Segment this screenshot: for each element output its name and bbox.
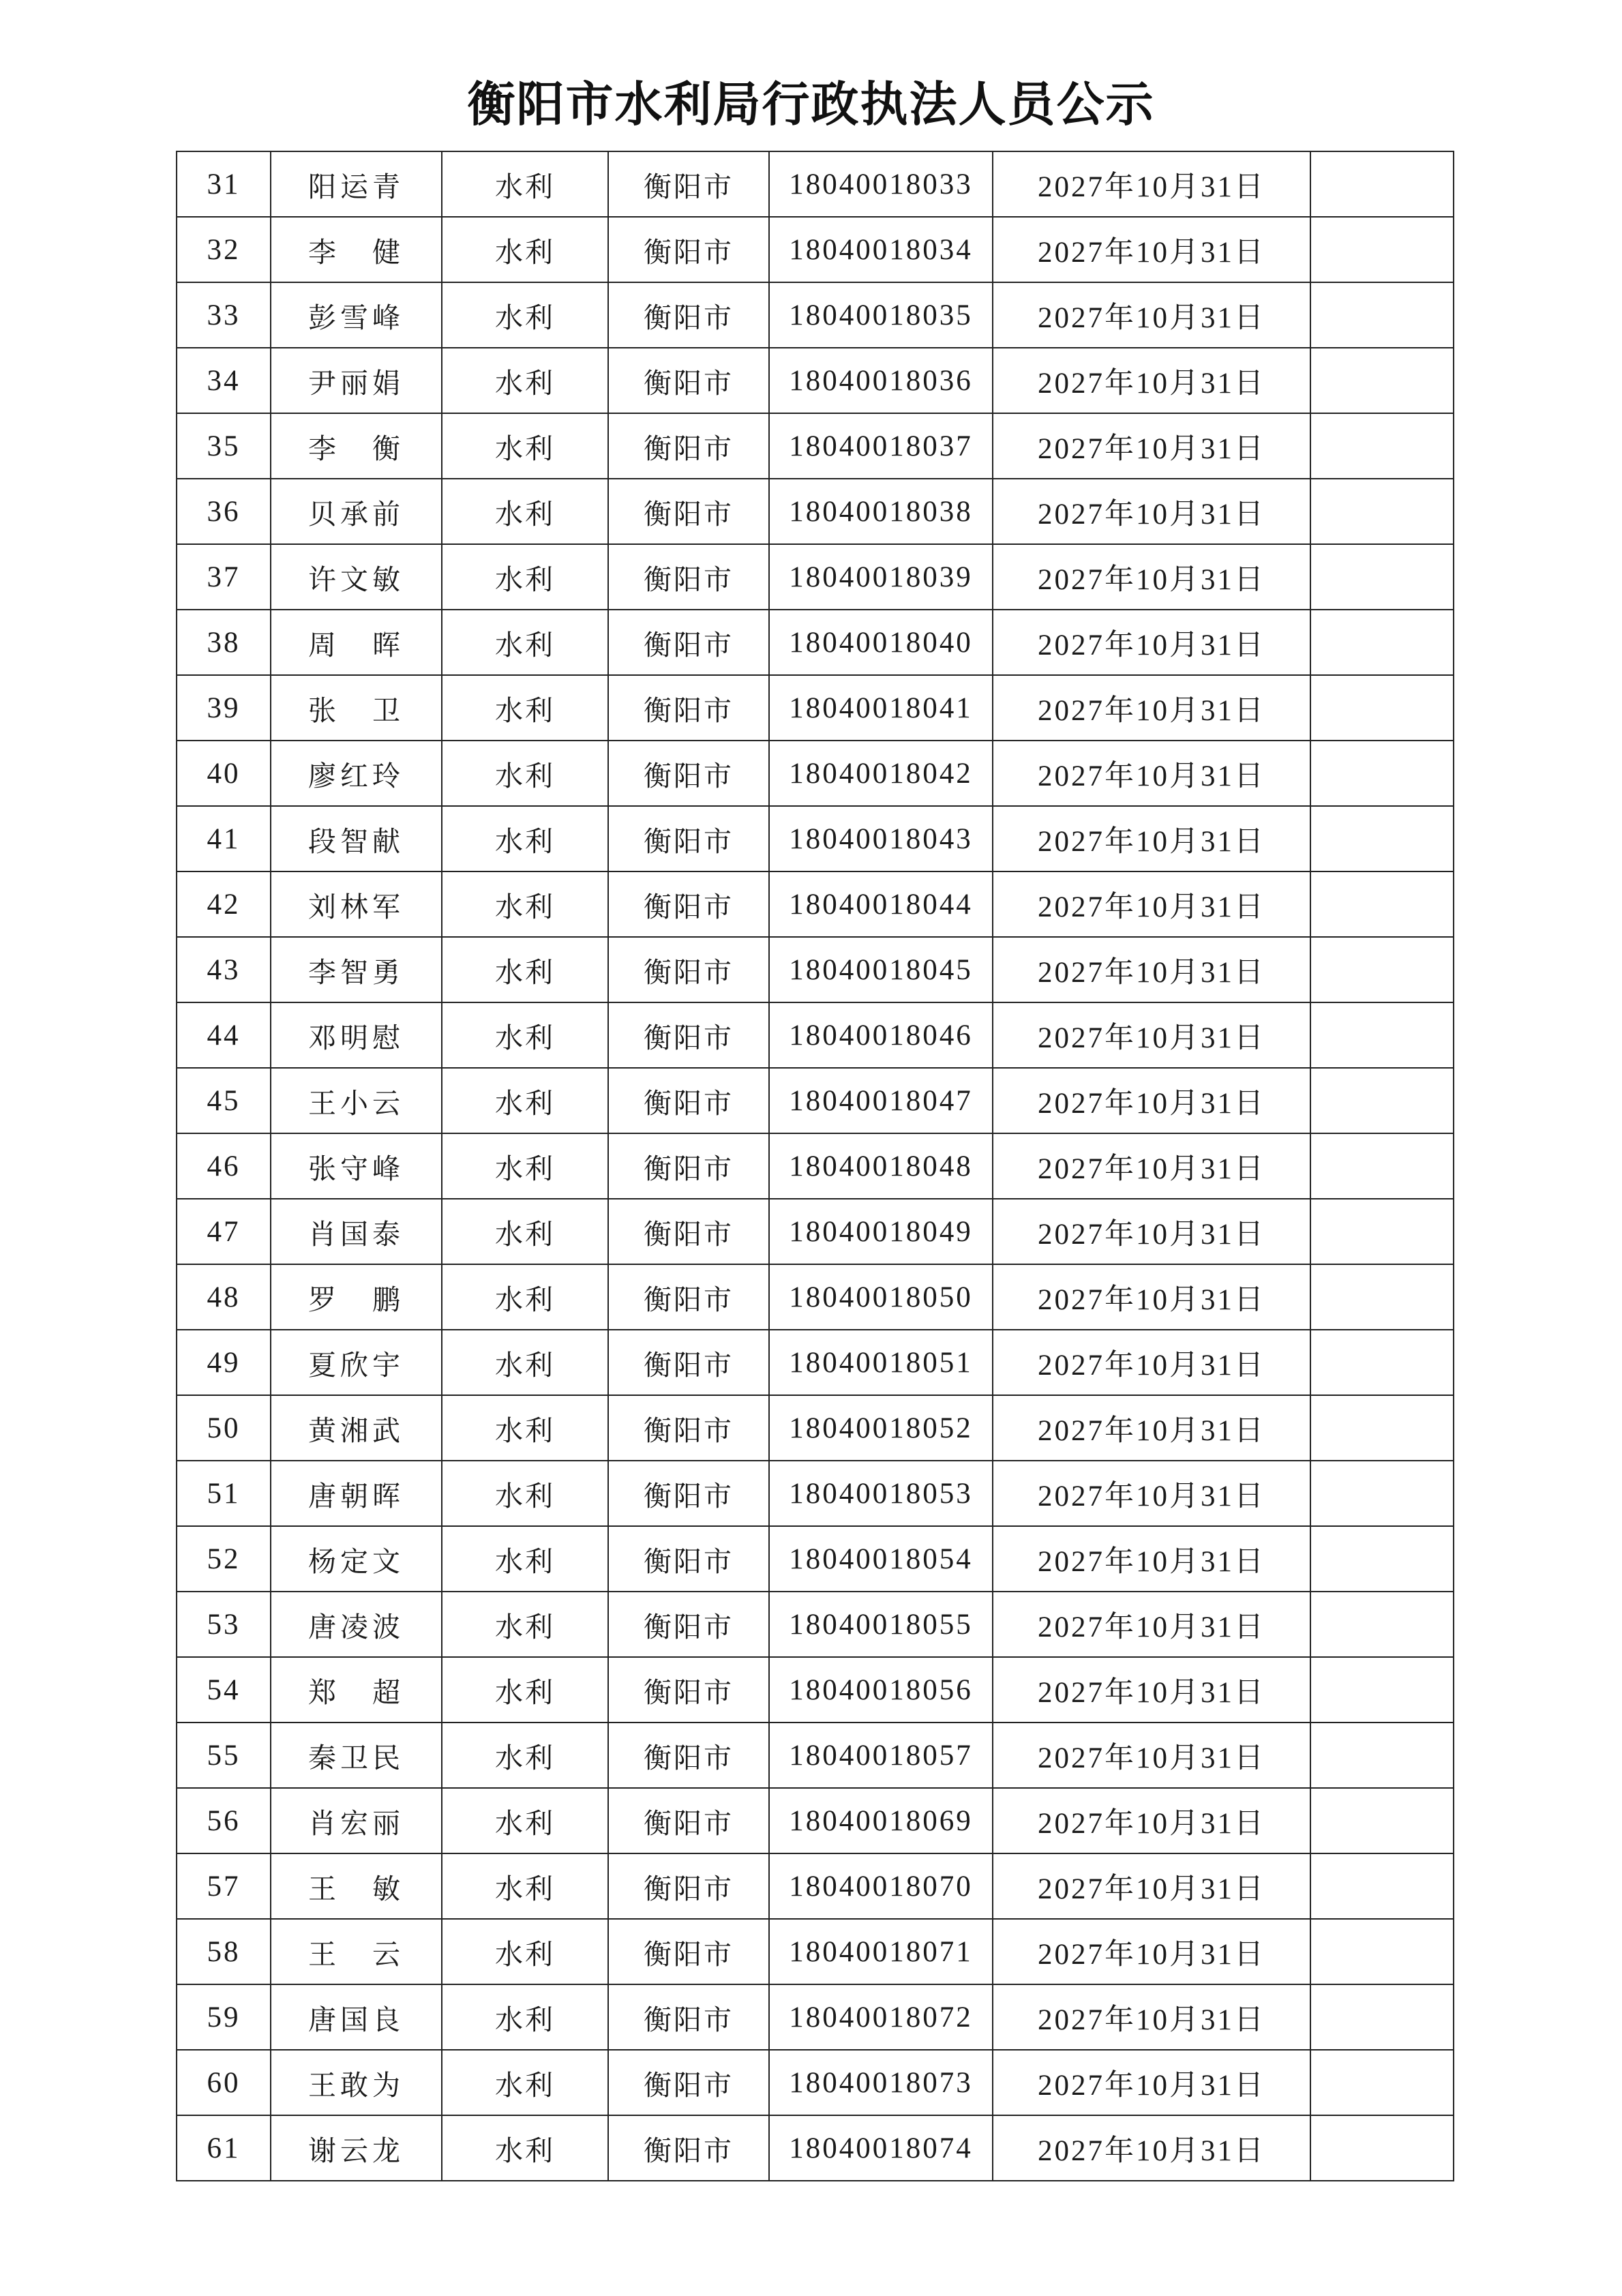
table-row [177, 348, 1454, 413]
remark-cell [1310, 348, 1454, 413]
officer-name-cell: 罗 鹏 [271, 1264, 442, 1330]
officer-name-cell: 唐朝晖 [271, 1461, 442, 1526]
officer-name-cell: 王 敏 [271, 1853, 442, 1919]
certificate-number-cell: 18040018053 [769, 1461, 993, 1526]
law-field-cell: 水利 [442, 1264, 608, 1330]
region-cell: 衡阳市 [608, 1984, 769, 2050]
law-field-cell: 水利 [442, 1002, 608, 1068]
table-row [177, 413, 1454, 479]
officer-name-cell: 许文敏 [271, 544, 442, 610]
certificate-number-cell: 18040018041 [769, 675, 993, 741]
officer-table-body [177, 151, 1454, 2181]
certificate-number-cell: 18040018056 [769, 1657, 993, 1723]
valid-until-date-cell: 2027年10月31日 [993, 217, 1310, 282]
certificate-number-cell: 18040018043 [769, 806, 993, 871]
table-row [177, 151, 1454, 217]
officer-name-cell: 夏欣宇 [271, 1330, 442, 1395]
remark-cell [1310, 544, 1454, 610]
region-cell: 衡阳市 [608, 1002, 769, 1068]
certificate-number-cell: 18040018037 [769, 413, 993, 479]
valid-until-date-cell: 2027年10月31日 [993, 1461, 1310, 1526]
remark-cell [1310, 1592, 1454, 1657]
valid-until-date-cell: 2027年10月31日 [993, 1068, 1310, 1133]
region-cell: 衡阳市 [608, 217, 769, 282]
certificate-number-cell: 18040018048 [769, 1133, 993, 1199]
valid-until-date-cell: 2027年10月31日 [993, 1002, 1310, 1068]
region-cell: 衡阳市 [608, 610, 769, 675]
officer-name-cell: 廖红玲 [271, 741, 442, 806]
remark-cell [1310, 675, 1454, 741]
officer-name-cell: 阳运青 [271, 151, 442, 217]
row-number-cell: 38 [177, 610, 271, 675]
row-number-cell: 35 [177, 413, 271, 479]
officer-name-cell: 唐凌波 [271, 1592, 442, 1657]
valid-until-date-cell: 2027年10月31日 [993, 2050, 1310, 2115]
table-row [177, 479, 1454, 544]
law-field-cell: 水利 [442, 282, 608, 348]
valid-until-date-cell: 2027年10月31日 [993, 1853, 1310, 1919]
law-field-cell: 水利 [442, 1919, 608, 1984]
law-field-cell: 水利 [442, 2115, 608, 2181]
remark-cell [1310, 1526, 1454, 1592]
certificate-number-cell: 18040018044 [769, 871, 993, 937]
region-cell: 衡阳市 [608, 1133, 769, 1199]
officer-name-cell: 谢云龙 [271, 2115, 442, 2181]
valid-until-date-cell: 2027年10月31日 [993, 151, 1310, 217]
table-row [177, 741, 1454, 806]
region-cell: 衡阳市 [608, 2050, 769, 2115]
table-row [177, 1657, 1454, 1723]
law-field-cell: 水利 [442, 544, 608, 610]
certificate-number-cell: 18040018047 [769, 1068, 993, 1133]
valid-until-date-cell: 2027年10月31日 [993, 1984, 1310, 2050]
region-cell: 衡阳市 [608, 1395, 769, 1461]
row-number-cell: 57 [177, 1853, 271, 1919]
certificate-number-cell: 18040018035 [769, 282, 993, 348]
valid-until-date-cell: 2027年10月31日 [993, 1199, 1310, 1264]
remark-cell [1310, 1984, 1454, 2050]
table-row [177, 806, 1454, 871]
region-cell: 衡阳市 [608, 282, 769, 348]
row-number-cell: 34 [177, 348, 271, 413]
table-row [177, 2050, 1454, 2115]
certificate-number-cell: 18040018073 [769, 2050, 993, 2115]
certificate-number-cell: 18040018054 [769, 1526, 993, 1592]
officer-name-cell: 周 晖 [271, 610, 442, 675]
region-cell: 衡阳市 [608, 1919, 769, 1984]
officer-name-cell: 肖国泰 [271, 1199, 442, 1264]
valid-until-date-cell: 2027年10月31日 [993, 1395, 1310, 1461]
certificate-number-cell: 18040018039 [769, 544, 993, 610]
law-field-cell: 水利 [442, 151, 608, 217]
remark-cell [1310, 1199, 1454, 1264]
region-cell: 衡阳市 [608, 348, 769, 413]
remark-cell [1310, 2050, 1454, 2115]
region-cell: 衡阳市 [608, 741, 769, 806]
valid-until-date-cell: 2027年10月31日 [993, 1264, 1310, 1330]
law-field-cell: 水利 [442, 937, 608, 1002]
row-number-cell: 46 [177, 1133, 271, 1199]
certificate-number-cell: 18040018050 [769, 1264, 993, 1330]
table-row [177, 217, 1454, 282]
table-row [177, 1264, 1454, 1330]
officer-name-cell: 段智献 [271, 806, 442, 871]
remark-cell [1310, 1788, 1454, 1853]
region-cell: 衡阳市 [608, 1526, 769, 1592]
table-row [177, 1461, 1454, 1526]
law-field-cell: 水利 [442, 1723, 608, 1788]
remark-cell [1310, 1002, 1454, 1068]
remark-cell [1310, 217, 1454, 282]
certificate-number-cell: 18040018074 [769, 2115, 993, 2181]
officer-name-cell: 彭雪峰 [271, 282, 442, 348]
remark-cell [1310, 1330, 1454, 1395]
remark-cell [1310, 2115, 1454, 2181]
officer-name-cell: 刘林军 [271, 871, 442, 937]
law-field-cell: 水利 [442, 675, 608, 741]
officer-name-cell: 黄湘武 [271, 1395, 442, 1461]
officer-name-cell: 王小云 [271, 1068, 442, 1133]
officer-name-cell: 李 健 [271, 217, 442, 282]
law-field-cell: 水利 [442, 1199, 608, 1264]
region-cell: 衡阳市 [608, 1723, 769, 1788]
officer-name-cell: 王敢为 [271, 2050, 442, 2115]
remark-cell [1310, 871, 1454, 937]
row-number-cell: 59 [177, 1984, 271, 2050]
region-cell: 衡阳市 [608, 1330, 769, 1395]
table-row [177, 1395, 1454, 1461]
law-field-cell: 水利 [442, 871, 608, 937]
officer-name-cell: 王 云 [271, 1919, 442, 1984]
valid-until-date-cell: 2027年10月31日 [993, 1526, 1310, 1592]
row-number-cell: 37 [177, 544, 271, 610]
remark-cell [1310, 1461, 1454, 1526]
valid-until-date-cell: 2027年10月31日 [993, 937, 1310, 1002]
certificate-number-cell: 18040018046 [769, 1002, 993, 1068]
table-row [177, 1002, 1454, 1068]
region-cell: 衡阳市 [608, 1853, 769, 1919]
row-number-cell: 31 [177, 151, 271, 217]
remark-cell [1310, 282, 1454, 348]
remark-cell [1310, 479, 1454, 544]
officer-name-cell: 贝承前 [271, 479, 442, 544]
law-field-cell: 水利 [442, 217, 608, 282]
officer-name-cell: 唐国良 [271, 1984, 442, 2050]
remark-cell [1310, 413, 1454, 479]
law-field-cell: 水利 [442, 806, 608, 871]
region-cell: 衡阳市 [608, 1068, 769, 1133]
certificate-number-cell: 18040018072 [769, 1984, 993, 2050]
remark-cell [1310, 1723, 1454, 1788]
certificate-number-cell: 18040018069 [769, 1788, 993, 1853]
certificate-number-cell: 18040018036 [769, 348, 993, 413]
valid-until-date-cell: 2027年10月31日 [993, 1592, 1310, 1657]
table-row [177, 1133, 1454, 1199]
certificate-number-cell: 18040018038 [769, 479, 993, 544]
certificate-number-cell: 18040018034 [769, 217, 993, 282]
law-field-cell: 水利 [442, 2050, 608, 2115]
row-number-cell: 40 [177, 741, 271, 806]
officer-name-cell: 邓明慰 [271, 1002, 442, 1068]
remark-cell [1310, 806, 1454, 871]
certificate-number-cell: 18040018040 [769, 610, 993, 675]
certificate-number-cell: 18040018049 [769, 1199, 993, 1264]
region-cell: 衡阳市 [608, 479, 769, 544]
certificate-number-cell: 18040018051 [769, 1330, 993, 1395]
certificate-number-cell: 18040018070 [769, 1853, 993, 1919]
valid-until-date-cell: 2027年10月31日 [993, 1657, 1310, 1723]
law-field-cell: 水利 [442, 1788, 608, 1853]
valid-until-date-cell: 2027年10月31日 [993, 348, 1310, 413]
row-number-cell: 32 [177, 217, 271, 282]
valid-until-date-cell: 2027年10月31日 [993, 413, 1310, 479]
region-cell: 衡阳市 [608, 1461, 769, 1526]
valid-until-date-cell: 2027年10月31日 [993, 1133, 1310, 1199]
law-field-cell: 水利 [442, 479, 608, 544]
row-number-cell: 33 [177, 282, 271, 348]
officer-name-cell: 秦卫民 [271, 1723, 442, 1788]
valid-until-date-cell: 2027年10月31日 [993, 1919, 1310, 1984]
table-row [177, 1919, 1454, 1984]
remark-cell [1310, 1919, 1454, 1984]
remark-cell [1310, 937, 1454, 1002]
remark-cell [1310, 1395, 1454, 1461]
certificate-number-cell: 18040018033 [769, 151, 993, 217]
certificate-number-cell: 18040018045 [769, 937, 993, 1002]
valid-until-date-cell: 2027年10月31日 [993, 871, 1310, 937]
certificate-number-cell: 18040018052 [769, 1395, 993, 1461]
region-cell: 衡阳市 [608, 544, 769, 610]
table-row [177, 1068, 1454, 1133]
row-number-cell: 41 [177, 806, 271, 871]
region-cell: 衡阳市 [608, 1657, 769, 1723]
table-row [177, 675, 1454, 741]
row-number-cell: 42 [177, 871, 271, 937]
remark-cell [1310, 1068, 1454, 1133]
valid-until-date-cell: 2027年10月31日 [993, 544, 1310, 610]
table-row [177, 1199, 1454, 1264]
certificate-number-cell: 18040018071 [769, 1919, 993, 1984]
valid-until-date-cell: 2027年10月31日 [993, 1330, 1310, 1395]
table-row [177, 1330, 1454, 1395]
table-row [177, 1853, 1454, 1919]
valid-until-date-cell: 2027年10月31日 [993, 610, 1310, 675]
officer-name-cell: 张 卫 [271, 675, 442, 741]
row-number-cell: 56 [177, 1788, 271, 1853]
region-cell: 衡阳市 [608, 1264, 769, 1330]
certificate-number-cell: 18040018055 [769, 1592, 993, 1657]
valid-until-date-cell: 2027年10月31日 [993, 675, 1310, 741]
valid-until-date-cell: 2027年10月31日 [993, 2115, 1310, 2181]
remark-cell [1310, 610, 1454, 675]
remark-cell [1310, 1133, 1454, 1199]
row-number-cell: 36 [177, 479, 271, 544]
law-field-cell: 水利 [442, 610, 608, 675]
row-number-cell: 54 [177, 1657, 271, 1723]
row-number-cell: 49 [177, 1330, 271, 1395]
officer-name-cell: 郑 超 [271, 1657, 442, 1723]
table-row [177, 1723, 1454, 1788]
row-number-cell: 48 [177, 1264, 271, 1330]
valid-until-date-cell: 2027年10月31日 [993, 1723, 1310, 1788]
row-number-cell: 43 [177, 937, 271, 1002]
officer-name-cell: 杨定文 [271, 1526, 442, 1592]
table-row [177, 1526, 1454, 1592]
valid-until-date-cell: 2027年10月31日 [993, 806, 1310, 871]
table-row [177, 2115, 1454, 2181]
law-field-cell: 水利 [442, 1068, 608, 1133]
law-field-cell: 水利 [442, 1526, 608, 1592]
region-cell: 衡阳市 [608, 806, 769, 871]
table-row [177, 937, 1454, 1002]
law-field-cell: 水利 [442, 1657, 608, 1723]
row-number-cell: 52 [177, 1526, 271, 1592]
officer-name-cell: 肖宏丽 [271, 1788, 442, 1853]
law-field-cell: 水利 [442, 1984, 608, 2050]
row-number-cell: 61 [177, 2115, 271, 2181]
region-cell: 衡阳市 [608, 413, 769, 479]
law-field-cell: 水利 [442, 1395, 608, 1461]
row-number-cell: 47 [177, 1199, 271, 1264]
remark-cell [1310, 1853, 1454, 1919]
region-cell: 衡阳市 [608, 151, 769, 217]
table-row [177, 610, 1454, 675]
valid-until-date-cell: 2027年10月31日 [993, 479, 1310, 544]
page-title: 衡阳市水利局行政执法人员公示 [467, 76, 1155, 132]
region-cell: 衡阳市 [608, 2115, 769, 2181]
certificate-number-cell: 18040018042 [769, 741, 993, 806]
remark-cell [1310, 1264, 1454, 1330]
law-field-cell: 水利 [442, 413, 608, 479]
officer-name-cell: 尹丽娟 [271, 348, 442, 413]
row-number-cell: 44 [177, 1002, 271, 1068]
law-field-cell: 水利 [442, 1330, 608, 1395]
remark-cell [1310, 1657, 1454, 1723]
certificate-number-cell: 18040018057 [769, 1723, 993, 1788]
row-number-cell: 50 [177, 1395, 271, 1461]
table-row [177, 282, 1454, 348]
officer-name-cell: 李智勇 [271, 937, 442, 1002]
valid-until-date-cell: 2027年10月31日 [993, 1788, 1310, 1853]
law-field-cell: 水利 [442, 1133, 608, 1199]
law-field-cell: 水利 [442, 741, 608, 806]
law-field-cell: 水利 [442, 1592, 608, 1657]
row-number-cell: 55 [177, 1723, 271, 1788]
row-number-cell: 60 [177, 2050, 271, 2115]
officer-table [176, 151, 1454, 2181]
valid-until-date-cell: 2027年10月31日 [993, 282, 1310, 348]
law-field-cell: 水利 [442, 348, 608, 413]
table-row [177, 871, 1454, 937]
law-field-cell: 水利 [442, 1461, 608, 1526]
row-number-cell: 53 [177, 1592, 271, 1657]
officer-name-cell: 李 衡 [271, 413, 442, 479]
region-cell: 衡阳市 [608, 1592, 769, 1657]
region-cell: 衡阳市 [608, 675, 769, 741]
region-cell: 衡阳市 [608, 937, 769, 1002]
region-cell: 衡阳市 [608, 871, 769, 937]
officer-name-cell: 张守峰 [271, 1133, 442, 1199]
table-row [177, 1788, 1454, 1853]
row-number-cell: 45 [177, 1068, 271, 1133]
region-cell: 衡阳市 [608, 1788, 769, 1853]
valid-until-date-cell: 2027年10月31日 [993, 741, 1310, 806]
remark-cell [1310, 741, 1454, 806]
table-row [177, 1984, 1454, 2050]
row-number-cell: 39 [177, 675, 271, 741]
region-cell: 衡阳市 [608, 1199, 769, 1264]
table-row [177, 544, 1454, 610]
row-number-cell: 51 [177, 1461, 271, 1526]
table-row [177, 1592, 1454, 1657]
row-number-cell: 58 [177, 1919, 271, 1984]
law-field-cell: 水利 [442, 1853, 608, 1919]
remark-cell [1310, 151, 1454, 217]
